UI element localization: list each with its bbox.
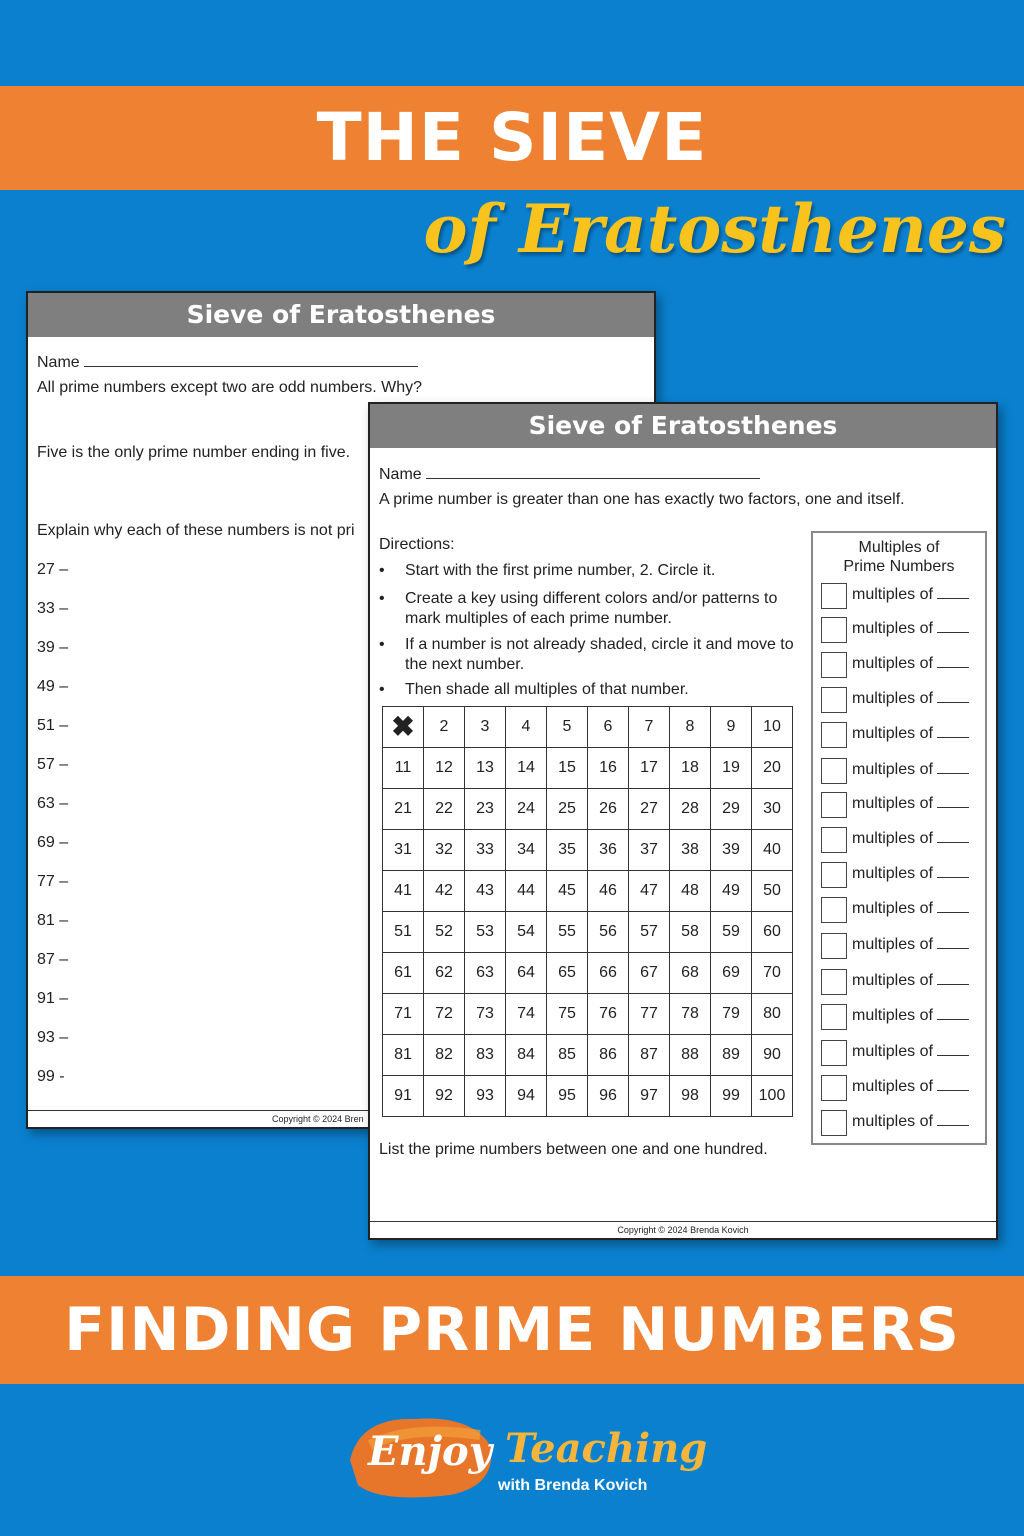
grid-cell: 65 bbox=[547, 953, 588, 994]
grid-row bbox=[383, 871, 793, 912]
back-number-item: 91 – bbox=[37, 990, 69, 1007]
grid-cell: 39 bbox=[711, 830, 752, 871]
back-sheet-title: Sieve of Eratosthenes bbox=[28, 293, 654, 337]
grid-cell: 9 bbox=[711, 707, 752, 748]
enjoy-teaching-logo bbox=[340, 1405, 708, 1505]
grid-cell: 92 bbox=[424, 1076, 465, 1117]
front-name-row bbox=[379, 464, 760, 484]
grid-cell: 12 bbox=[424, 748, 465, 789]
grid-row bbox=[383, 707, 793, 748]
key-color-box[interactable] bbox=[821, 1004, 847, 1030]
grid-cell: 17 bbox=[629, 748, 670, 789]
grid-cell: 22 bbox=[424, 789, 465, 830]
grid-cell: 19 bbox=[711, 748, 752, 789]
key-blank[interactable] bbox=[937, 761, 969, 774]
grid-cell: 6 bbox=[588, 707, 629, 748]
key-blank[interactable] bbox=[937, 1007, 969, 1020]
key-color-box[interactable] bbox=[821, 827, 847, 853]
grid-cell: 47 bbox=[629, 871, 670, 912]
grid-cell: 82 bbox=[424, 1035, 465, 1076]
prime-multiples-key bbox=[811, 531, 987, 1145]
key-blank[interactable] bbox=[937, 725, 969, 738]
back-number-item: 49 – bbox=[37, 678, 69, 695]
grid-cell: 97 bbox=[629, 1076, 670, 1117]
front-name-line bbox=[426, 464, 760, 479]
grid-row bbox=[383, 789, 793, 830]
grid-cell: 79 bbox=[711, 994, 752, 1035]
key-label: multiples of bbox=[852, 1078, 969, 1096]
key-color-box[interactable] bbox=[821, 687, 847, 713]
grid-cell: 73 bbox=[465, 994, 506, 1035]
grid-cell: 75 bbox=[547, 994, 588, 1035]
grid-cell: 43 bbox=[465, 871, 506, 912]
grid-cell: 91 bbox=[383, 1076, 424, 1117]
key-blank[interactable] bbox=[937, 865, 969, 878]
key-label: multiples of bbox=[852, 690, 969, 708]
grid-cell: 27 bbox=[629, 789, 670, 830]
grid-cell: 81 bbox=[383, 1035, 424, 1076]
key-label: multiples of bbox=[852, 900, 969, 918]
list-prompt: List the prime numbers between one and one hundred. bbox=[379, 1141, 768, 1158]
grid-row bbox=[383, 912, 793, 953]
key-color-box[interactable] bbox=[821, 1110, 847, 1136]
grid-cell: 63 bbox=[465, 953, 506, 994]
logo-byline: with Brenda Kovich bbox=[498, 1477, 648, 1494]
grid-cell: 76 bbox=[588, 994, 629, 1035]
grid-cell: 20 bbox=[752, 748, 793, 789]
grid-cell: 28 bbox=[670, 789, 711, 830]
grid-cell: 50 bbox=[752, 871, 793, 912]
key-color-box[interactable] bbox=[821, 969, 847, 995]
grid-cell: 3 bbox=[465, 707, 506, 748]
key-color-box[interactable] bbox=[821, 583, 847, 609]
back-question-2: Five is the only prime number ending in five. bbox=[37, 444, 351, 461]
grid-cell: 60 bbox=[752, 912, 793, 953]
grid-cell: 48 bbox=[670, 871, 711, 912]
key-blank[interactable] bbox=[937, 690, 969, 703]
grid-cell: 8 bbox=[670, 707, 711, 748]
back-name-line bbox=[84, 352, 418, 367]
grid-row bbox=[383, 748, 793, 789]
grid-cell: 83 bbox=[465, 1035, 506, 1076]
key-label: multiples of bbox=[852, 936, 969, 954]
grid-cell: 16 bbox=[588, 748, 629, 789]
grid-cell: 98 bbox=[670, 1076, 711, 1117]
grid-cell: 96 bbox=[588, 1076, 629, 1117]
key-label: multiples of bbox=[852, 795, 969, 813]
grid-cell: 49 bbox=[711, 871, 752, 912]
key-blank[interactable] bbox=[937, 620, 969, 633]
back-number-item: 93 – bbox=[37, 1029, 69, 1046]
grid-cell: 36 bbox=[588, 830, 629, 871]
direction-item: • Create a key using different colors and/or patterns to mark multiples of each prime number. bbox=[405, 589, 800, 629]
grid-cell: 94 bbox=[506, 1076, 547, 1117]
grid-cell: 56 bbox=[588, 912, 629, 953]
key-color-box[interactable] bbox=[821, 862, 847, 888]
grid-cell: 88 bbox=[670, 1035, 711, 1076]
grid-row bbox=[383, 994, 793, 1035]
grid-cell: 29 bbox=[711, 789, 752, 830]
key-blank[interactable] bbox=[937, 936, 969, 949]
grid-cell: 53 bbox=[465, 912, 506, 953]
grid-cell: 21 bbox=[383, 789, 424, 830]
logo-word-enjoy: Enjoy bbox=[368, 1428, 492, 1475]
grid-cell: 59 bbox=[711, 912, 752, 953]
back-number-item: 39 – bbox=[37, 639, 69, 656]
grid-cell: 66 bbox=[588, 953, 629, 994]
back-name-label: Name bbox=[37, 354, 80, 371]
back-copyright: Copyright © 2024 Bren bbox=[272, 1114, 364, 1124]
hundred-chart bbox=[382, 706, 793, 1117]
back-number-item: 81 – bbox=[37, 912, 69, 929]
grid-cell: 77 bbox=[629, 994, 670, 1035]
key-blank[interactable] bbox=[937, 1078, 969, 1091]
key-color-box[interactable] bbox=[821, 722, 847, 748]
grid-cell: 52 bbox=[424, 912, 465, 953]
grid-cell: 13 bbox=[465, 748, 506, 789]
back-number-item: 33 – bbox=[37, 600, 69, 617]
key-label: multiples of bbox=[852, 1007, 969, 1025]
grid-cell: 51 bbox=[383, 912, 424, 953]
grid-cell: 25 bbox=[547, 789, 588, 830]
front-name-label: Name bbox=[379, 466, 422, 483]
key-label: multiples of bbox=[852, 830, 969, 848]
grid-cell: 34 bbox=[506, 830, 547, 871]
key-color-box[interactable] bbox=[821, 1075, 847, 1101]
grid-cell: 89 bbox=[711, 1035, 752, 1076]
key-label: multiples of bbox=[852, 586, 969, 604]
grid-cell: 5 bbox=[547, 707, 588, 748]
key-title-line-2: Prime Numbers bbox=[843, 558, 955, 575]
grid-cell: 57 bbox=[629, 912, 670, 953]
grid-cell: 95 bbox=[547, 1076, 588, 1117]
grid-row bbox=[383, 1076, 793, 1117]
grid-cell: 86 bbox=[588, 1035, 629, 1076]
back-name-row bbox=[37, 352, 418, 372]
key-blank[interactable] bbox=[937, 655, 969, 668]
back-number-item: 77 – bbox=[37, 873, 69, 890]
front-footer: Copyright © 2024 Brenda Kovich bbox=[370, 1221, 996, 1238]
key-label: multiples of bbox=[852, 972, 969, 990]
grid-cell: 32 bbox=[424, 830, 465, 871]
grid-row bbox=[383, 830, 793, 871]
key-color-box[interactable] bbox=[821, 1040, 847, 1066]
key-blank[interactable] bbox=[937, 900, 969, 913]
bottom-banner: FINDING PRIME NUMBERS bbox=[0, 1276, 1024, 1384]
top-banner: THE SIEVE bbox=[0, 86, 1024, 190]
grid-cell: 2 bbox=[424, 707, 465, 748]
grid-cell: 85 bbox=[547, 1035, 588, 1076]
direction-item: • Start with the first prime number, 2. Circle it. bbox=[405, 562, 715, 580]
grid-cell: 78 bbox=[670, 994, 711, 1035]
direction-item: • If a number is not already shaded, circle it and move to the next number. bbox=[405, 635, 800, 675]
grid-cell: 71 bbox=[383, 994, 424, 1035]
directions-label: Directions: bbox=[379, 536, 455, 553]
grid-cell: 90 bbox=[752, 1035, 793, 1076]
back-number-item: 87 – bbox=[37, 951, 69, 968]
grid-cell: 61 bbox=[383, 953, 424, 994]
grid-cell: 41 bbox=[383, 871, 424, 912]
crossed-out-one-cell bbox=[383, 707, 424, 748]
grid-cell: 23 bbox=[465, 789, 506, 830]
key-blank[interactable] bbox=[937, 795, 969, 808]
back-number-item: 69 – bbox=[37, 834, 69, 851]
prime-definition: A prime number is greater than one has exactly two factors, one and itself. bbox=[379, 491, 905, 508]
key-color-box[interactable] bbox=[821, 933, 847, 959]
grid-cell: 42 bbox=[424, 871, 465, 912]
key-blank[interactable] bbox=[937, 830, 969, 843]
key-label: multiples of bbox=[852, 761, 969, 779]
grid-row bbox=[383, 1035, 793, 1076]
grid-cell: 72 bbox=[424, 994, 465, 1035]
grid-cell: 68 bbox=[670, 953, 711, 994]
back-number-item: 57 – bbox=[37, 756, 69, 773]
grid-cell: 24 bbox=[506, 789, 547, 830]
logo-word-teaching: Teaching bbox=[505, 1425, 708, 1472]
grid-cell: 93 bbox=[465, 1076, 506, 1117]
key-title bbox=[813, 538, 985, 576]
key-title-line-1: Multiples of bbox=[858, 539, 940, 556]
key-blank[interactable] bbox=[937, 972, 969, 985]
grid-cell: 30 bbox=[752, 789, 793, 830]
grid-cell: 31 bbox=[383, 830, 424, 871]
grid-row bbox=[383, 953, 793, 994]
key-label: multiples of bbox=[852, 1043, 969, 1061]
direction-item: • Then shade all multiples of that number. bbox=[405, 681, 689, 699]
grid-cell: 54 bbox=[506, 912, 547, 953]
key-color-box[interactable] bbox=[821, 897, 847, 923]
key-label: multiples of bbox=[852, 655, 969, 673]
grid-cell: 26 bbox=[588, 789, 629, 830]
grid-cell: 15 bbox=[547, 748, 588, 789]
grid-cell: 18 bbox=[670, 748, 711, 789]
grid-cell: 100 bbox=[752, 1076, 793, 1117]
grid-cell: 69 bbox=[711, 953, 752, 994]
grid-cell: 55 bbox=[547, 912, 588, 953]
grid-cell: 33 bbox=[465, 830, 506, 871]
grid-cell: 45 bbox=[547, 871, 588, 912]
grid-cell: 67 bbox=[629, 953, 670, 994]
key-label: multiples of bbox=[852, 1113, 969, 1131]
key-label: multiples of bbox=[852, 725, 969, 743]
key-blank[interactable] bbox=[937, 1113, 969, 1126]
grid-cell: 40 bbox=[752, 830, 793, 871]
back-number-item: 27 – bbox=[37, 561, 69, 578]
back-number-item: 51 – bbox=[37, 717, 69, 734]
grid-cell: 11 bbox=[383, 748, 424, 789]
grid-cell: 35 bbox=[547, 830, 588, 871]
worksheet-front bbox=[368, 402, 998, 1240]
grid-cell: 44 bbox=[506, 871, 547, 912]
grid-cell: 58 bbox=[670, 912, 711, 953]
subtitle: of Eratosthenes bbox=[423, 190, 1006, 268]
grid-cell: 10 bbox=[752, 707, 793, 748]
grid-cell: 62 bbox=[424, 953, 465, 994]
key-label: multiples of bbox=[852, 620, 969, 638]
grid-cell: 74 bbox=[506, 994, 547, 1035]
key-color-box[interactable] bbox=[821, 758, 847, 784]
grid-cell: 64 bbox=[506, 953, 547, 994]
grid-cell: 4 bbox=[506, 707, 547, 748]
back-question-3: Explain why each of these numbers is not pri bbox=[37, 522, 355, 539]
key-blank[interactable] bbox=[937, 1043, 969, 1056]
back-question-1: All prime numbers except two are odd numbers. Why? bbox=[37, 379, 423, 396]
grid-cell: 87 bbox=[629, 1035, 670, 1076]
key-color-box[interactable] bbox=[821, 792, 847, 818]
grid-cell: 46 bbox=[588, 871, 629, 912]
grid-cell: 37 bbox=[629, 830, 670, 871]
key-color-box[interactable] bbox=[821, 617, 847, 643]
grid-cell: 84 bbox=[506, 1035, 547, 1076]
grid-cell: 7 bbox=[629, 707, 670, 748]
key-label: multiples of bbox=[852, 865, 969, 883]
grid-cell: 70 bbox=[752, 953, 793, 994]
key-color-box[interactable] bbox=[821, 652, 847, 678]
grid-cell: 14 bbox=[506, 748, 547, 789]
back-number-item: 99 - bbox=[37, 1068, 65, 1085]
back-number-item: 63 – bbox=[37, 795, 69, 812]
x-mark-icon: ✖ bbox=[391, 711, 415, 742]
grid-cell: 38 bbox=[670, 830, 711, 871]
grid-cell: 80 bbox=[752, 994, 793, 1035]
key-blank[interactable] bbox=[937, 586, 969, 599]
front-sheet-title: Sieve of Eratosthenes bbox=[370, 404, 996, 448]
grid-cell: 99 bbox=[711, 1076, 752, 1117]
